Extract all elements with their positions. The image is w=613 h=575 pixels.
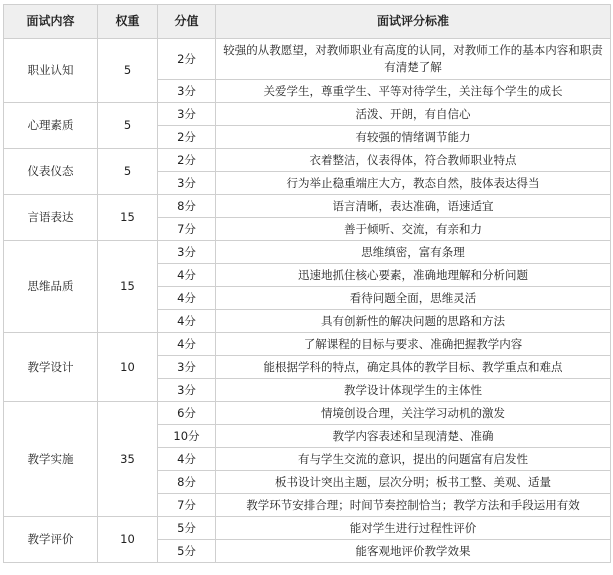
table-row	[4, 241, 611, 264]
standard-cell: 能对学生进行过程性评价	[216, 517, 611, 540]
table-row	[4, 39, 611, 80]
table-row	[4, 517, 611, 540]
score-cell: 3分	[158, 103, 216, 126]
standard-cell: 语言清晰，表达准确，语速适宜	[216, 195, 611, 218]
table-body	[4, 39, 611, 563]
header-content: 面试内容	[4, 5, 98, 39]
standard-cell: 迅速地抓住核心要素，准确地理解和分析问题	[216, 264, 611, 287]
score-cell: 3分	[158, 356, 216, 379]
content-cell: 职业认知	[4, 39, 98, 103]
table-row	[4, 149, 611, 172]
standard-cell: 教学环节安排合理；时间节奏控制恰当；教学方法和手段运用有效	[216, 494, 611, 517]
table-row	[4, 195, 611, 218]
score-cell: 3分	[158, 80, 216, 103]
standard-cell: 思维缜密，富有条理	[216, 241, 611, 264]
score-cell: 4分	[158, 310, 216, 333]
weight-cell: 35	[98, 402, 158, 517]
header-row	[4, 5, 611, 39]
weight-cell: 10	[98, 333, 158, 402]
score-cell: 7分	[158, 494, 216, 517]
standard-cell: 有较强的情绪调节能力	[216, 126, 611, 149]
score-cell: 5分	[158, 540, 216, 563]
content-cell: 仪表仪态	[4, 149, 98, 195]
standard-cell: 教学设计体现学生的主体性	[216, 379, 611, 402]
weight-cell: 15	[98, 195, 158, 241]
weight-cell: 5	[98, 149, 158, 195]
score-cell: 3分	[158, 241, 216, 264]
standard-cell: 能根据学科的特点，确定具体的教学目标、教学重点和难点	[216, 356, 611, 379]
score-cell: 6分	[158, 402, 216, 425]
weight-cell: 10	[98, 517, 158, 563]
score-cell: 2分	[158, 149, 216, 172]
score-cell: 3分	[158, 172, 216, 195]
table-row	[4, 333, 611, 356]
standard-cell: 行为举止稳重端庄大方，教态自然，肢体表达得当	[216, 172, 611, 195]
score-cell: 3分	[158, 379, 216, 402]
score-cell: 4分	[158, 448, 216, 471]
table-row	[4, 402, 611, 425]
standard-cell: 有与学生交流的意识，提出的问题富有启发性	[216, 448, 611, 471]
standard-cell: 善于倾听、交流，有亲和力	[216, 218, 611, 241]
table-row	[4, 103, 611, 126]
header-score: 分值	[158, 5, 216, 39]
weight-cell: 15	[98, 241, 158, 333]
score-cell: 10分	[158, 425, 216, 448]
content-cell: 言语表达	[4, 195, 98, 241]
content-cell: 教学评价	[4, 517, 98, 563]
standard-cell: 了解课程的目标与要求、准确把握教学内容	[216, 333, 611, 356]
score-cell: 4分	[158, 264, 216, 287]
standard-cell: 活泼、开朗，有自信心	[216, 103, 611, 126]
header-weight: 权重	[98, 5, 158, 39]
standard-cell: 衣着整洁，仪表得体，符合教师职业特点	[216, 149, 611, 172]
content-cell: 教学设计	[4, 333, 98, 402]
standard-cell: 关爱学生，尊重学生、平等对待学生，关注每个学生的成长	[216, 80, 611, 103]
standard-cell: 情境创设合理，关注学习动机的激发	[216, 402, 611, 425]
content-cell: 心理素质	[4, 103, 98, 149]
table-header	[4, 5, 611, 39]
standard-cell: 看待问题全面，思维灵活	[216, 287, 611, 310]
score-cell: 2分	[158, 39, 216, 80]
standard-cell: 教学内容表述和呈现清楚、准确	[216, 425, 611, 448]
score-cell: 2分	[158, 126, 216, 149]
score-cell: 7分	[158, 218, 216, 241]
standard-cell: 较强的从教愿望，对教师职业有高度的认同，对教师工作的基本内容和职责有清楚了解	[216, 39, 611, 80]
score-cell: 5分	[158, 517, 216, 540]
standard-cell: 板书设计突出主题，层次分明；板书工整、美观、适量	[216, 471, 611, 494]
standard-cell: 具有创新性的解决问题的思路和方法	[216, 310, 611, 333]
standard-cell: 能客观地评价教学效果	[216, 540, 611, 563]
header-standard: 面试评分标准	[216, 5, 611, 39]
score-cell: 8分	[158, 195, 216, 218]
content-cell: 教学实施	[4, 402, 98, 517]
score-cell: 4分	[158, 333, 216, 356]
score-cell: 8分	[158, 471, 216, 494]
weight-cell: 5	[98, 103, 158, 149]
score-cell: 4分	[158, 287, 216, 310]
content-cell: 思维品质	[4, 241, 98, 333]
interview-scoring-table	[3, 4, 611, 563]
weight-cell: 5	[98, 39, 158, 103]
